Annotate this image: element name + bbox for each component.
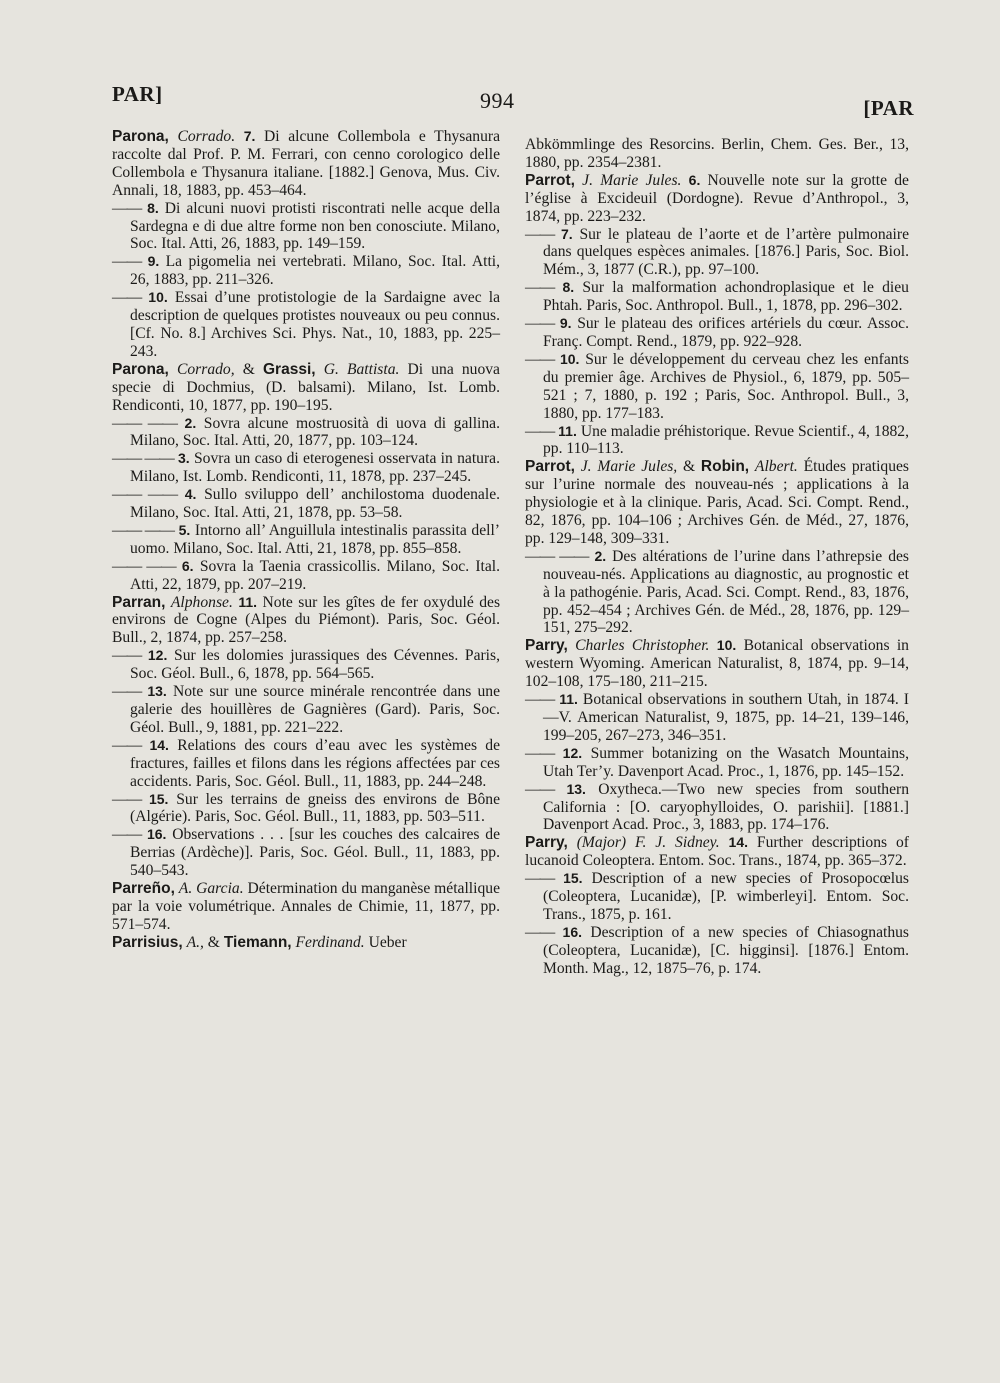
entry-text: Ueber — [368, 933, 407, 951]
bibliography-entry — [525, 781, 909, 835]
ditto-dash: —— — [525, 691, 555, 709]
entry-text: Summer botanizing on the Wasatch Mountains, Utah Ter’y. Davenport Acad. Proc., 1, 1876, pp. 145–152. — [543, 744, 909, 780]
coauthor-forename: G. Battista. — [323, 360, 400, 378]
author-name: Parry, — [525, 834, 568, 852]
bibliography-entry — [112, 880, 500, 934]
bibliography-entry — [525, 834, 909, 870]
entry-number: 6. — [688, 171, 701, 188]
ditto-dash: —— — [525, 279, 555, 297]
entry-text: Des altérations de l’urine dans l’athrepsie des nouveau-nés. Applications au diagnostic, au prognostic et à la pathogénie. Paris, Acad. Sci. Compt. Rend., 83, 1876, pp. 452–454 ; Archives Gén. de Méd., 28, 1876, pp. 129–151, 275–292. — [543, 547, 909, 637]
author-forename: Alphonse. — [170, 593, 233, 611]
entry-text: Essai d’une protistologie de la Sardaigne avec la description de quelques protistes nouveaux ou peu connus. [Cf. No. 8.] Archives Sci. Phys. Nat., 10, 1883, pp. 225–243. — [130, 289, 500, 360]
entry-text: Description of a new species of Prosopocœlus (Coleoptera, Lucanidæ), [P. wimberleyi]. Entom. Soc. Trans., 1875, p. 161. — [543, 870, 910, 923]
ditto-dash: —— —— — [112, 557, 176, 575]
bibliography-entry: Parona, Corrado, & Grassi, G. Battista. Di una nuova specie di Dochmius, (D. balsami). Milano, Ist. Lomb. Rendiconti, 10, 1877, pp. 190–195. — [112, 360, 500, 414]
ditto-dash: —— — [112, 683, 142, 701]
ditto-dash: —— — [525, 315, 555, 333]
bibliography-entry — [112, 522, 500, 558]
entry-number: 16. — [562, 923, 583, 940]
entry-number: 10. — [559, 350, 580, 367]
author-forename: Charles Christopher. — [575, 637, 710, 655]
entry-number: 9. — [147, 253, 160, 270]
entry-number: 2. — [594, 547, 607, 564]
entry-text: Botanical observations in southern Utah, in 1874. I—V. American Naturalist, 9, 1875, pp. 14–21, 139–146, 199–205, 267–273, 346–351. — [543, 691, 909, 744]
ditto-dash: —— —— — [112, 414, 177, 432]
ditto-dash: —— —— — [112, 521, 174, 539]
ditto-dash: —— —— — [112, 486, 178, 504]
entry-text: Sovra alcune mostruosità di uova di gallina. Milano, Soc. Ital. Atti, 20, 1877, pp. 103–124. — [130, 414, 500, 450]
ditto-dash: —— — [525, 870, 555, 888]
entry-number: 14. — [728, 834, 749, 851]
bibliography-entry — [525, 136, 909, 172]
entry-number: 12. — [562, 744, 583, 761]
entry-number: 5. — [178, 521, 191, 538]
bibliography-entry — [525, 226, 909, 280]
coauthor-name: Tiemann, — [223, 933, 292, 951]
entry-text: Sur le développement du cerveau chez les enfants du premier âge. Archives de Physiol., 6, 1879, pp. 505–521 ; 7, 1880, p. 192 ; Paris, Soc. Anthropol. Bull., 3, 1880, pp. 177–183. — [543, 350, 909, 422]
entry-number: 14. — [149, 736, 169, 753]
entry-number: 11. — [558, 422, 577, 439]
entry-text: Note sur une source minérale rencontrée dans une galerie des houillères de Gagnières (Gard). Paris, Soc. Géol. Bull., 9, 1881, pp. 221–222. — [130, 683, 501, 736]
coauthor-name: Grassi, — [263, 360, 316, 378]
running-head-left: PAR] — [112, 82, 163, 106]
entry-text: Études pratiques sur l’urine normale des nouveau-nés ; applications à la physiologie et à la clinique. Paris, Acad. Sci. Compt. Rend., 82, 1876, pp. 104–106 ; Archives Gén. de Méd., 27, 1876, pp. 129–148, 309–331. — [525, 458, 909, 547]
entry-number: 15. — [148, 790, 169, 807]
entry-text: Oxytheca.—Two new species from southern California : [O. caryophylloides, O. parishii]. [1881.] Davenport Acad. Proc., 3, 1883, pp. 174–176. — [543, 780, 909, 834]
entry-number: 11. — [559, 691, 578, 708]
author-forename: (Major) F. J. Sidney. — [576, 834, 720, 852]
bibliography-entry — [525, 637, 909, 691]
bibliography-entry: Parrisius, A., & Tiemann, Ferdinand. Ueber — [112, 933, 407, 951]
bibliography-entry — [525, 745, 909, 781]
author-forename: Corrado. — [177, 128, 236, 145]
author-forename: A., — [186, 933, 204, 951]
bibliography-entry — [112, 450, 500, 486]
entry-text: Une maladie préhistorique. Revue Scientif., 4, 1882, pp. 110–113. — [543, 422, 909, 458]
entry-text: Sur le plateau des orifices artériels du cœur. Assoc. Franç. Compt. Rend., 1879, pp. 922–928. — [543, 315, 909, 350]
bibliography-entry — [525, 423, 909, 459]
bibliography-entry — [112, 558, 500, 594]
ditto-dash: —— — [112, 253, 142, 271]
entry-number: 7. — [243, 128, 256, 144]
page-number: 994 — [480, 88, 515, 113]
entry-text: La pigomelia nei vertebrati. Milano, Soc. Ital. Atti, 26, 1883, pp. 211–326. — [130, 253, 501, 289]
entry-number: 13. — [566, 780, 586, 797]
author-name: Parry, — [525, 637, 568, 655]
bibliography-entry — [112, 683, 500, 737]
entry-number: 8. — [562, 279, 575, 296]
entry-number: 4. — [184, 486, 197, 503]
entry-text: Sullo sviluppo dell’ anchilostoma duodenale. Milano, Soc. Ital. Atti, 21, 1878, pp. 53–58. — [130, 486, 501, 522]
ditto-dash: —— —— — [525, 547, 589, 565]
ditto-dash: —— — [525, 744, 555, 762]
entry-text: Di alcuni nuovi protisti riscontrati nelle acque della Sardegna e di due altre forme non ben conosciute. Milano, Soc. Ital. Atti, 26, 1883, pp. 149–159. — [130, 199, 500, 253]
ditto-dash: —— — [112, 790, 142, 808]
bibliography-entry — [525, 691, 909, 745]
ditto-dash: —— — [525, 350, 555, 368]
entry-text: Botanical observations in western Wyoming. American Naturalist, 8, 1874, pp. 9–14, 102–108, 175–180, 211–215. — [525, 637, 909, 691]
ditto-dash: —— — [112, 647, 142, 665]
entry-number: 7. — [560, 225, 573, 242]
entry-number: 2. — [184, 414, 197, 431]
bibliography-entry — [112, 200, 500, 254]
entry-number: 3. — [178, 450, 190, 467]
coauthor-forename: Albert. — [754, 458, 798, 476]
bibliography-entry — [112, 486, 500, 522]
entry-number: 16. — [146, 826, 167, 843]
bibliography-entry — [112, 128, 500, 200]
author-name: Parreño, — [112, 880, 175, 898]
entry-text: Nouvelle note sur la grotte de l’église à Excideuil (Dordogne). Revue d’Anthropol., 3, 1874, pp. 223–232. — [525, 171, 909, 225]
author-name: Parrot, — [525, 458, 575, 476]
bibliography-entry — [525, 548, 909, 638]
bibliography-entry — [525, 315, 909, 351]
entry-text: Intorno all’ Anguillula intestinalis parassita dell’ uomo. Milano, Soc. Ital. Atti, 21, 1878, pp. 855–858. — [130, 521, 500, 557]
entry-text: Di una nuova specie di Dochmius, (D. balsami). Milano, Ist. Lomb. Rendiconti, 10, 1877, pp. 190–195. — [112, 360, 500, 414]
author-name: Parran, — [112, 593, 166, 611]
entry-text: Note sur les gîtes de fer oxydulé des environs de Cogne (Alpes du Piémont). Paris, Soc. Géol. Bull., 2, 1874, pp. 257–258. — [112, 593, 501, 647]
ditto-dash: —— — [112, 736, 142, 754]
left-column — [112, 128, 500, 952]
bibliography-entry — [112, 594, 500, 648]
bibliography-entry — [525, 924, 909, 978]
entry-text: Abkömmlinge des Resorcins. Berlin, Chem. Ges. Ber., 13, 1880, pp. 2354–2381. — [525, 136, 909, 171]
entry-text: Relations des cours d’eau avec les systèmes de fractures, failles et filons dans les régions affectées par ces accidents. Paris, Soc. Géol. Bull., 11, 1883, pp. 244–248. — [130, 736, 500, 790]
author-forename: Corrado, — [176, 360, 235, 378]
ditto-dash: —— — [112, 826, 142, 844]
entry-text: Détermination du manganèse métallique par la voie volumétrique. Annales de Chimie, 11, 1877, pp. 571–574. — [112, 880, 500, 933]
author-forename: J. Marie Jules, — [580, 458, 678, 476]
ditto-dash: —— — [112, 289, 142, 307]
author-forename: A. Garcia. — [178, 880, 244, 898]
entry-number: 10. — [148, 289, 168, 306]
entry-text: Further descriptions of lucanoid Coleoptera. Entom. Soc. Trans., 1874, pp. 365–372. — [525, 834, 909, 870]
ditto-dash: —— — [525, 422, 555, 440]
bibliography-entry — [525, 870, 909, 924]
bibliography-entry — [525, 351, 909, 423]
author-name: Parona, — [112, 128, 169, 145]
entry-number: 10. — [716, 637, 737, 654]
ditto-dash: —— — [525, 923, 555, 941]
ditto-dash: —— — [525, 225, 555, 243]
entry-number: 13. — [147, 683, 167, 700]
entry-number: 15. — [563, 870, 583, 887]
author-name: Parrisius, — [112, 933, 183, 951]
entry-text: Sur les dolomies jurassiques des Cévennes. Paris, Soc. Géol. Bull., 6, 1878, pp. 564–565. — [130, 647, 500, 683]
entry-text: Di alcune Collembola e Thysanura raccolte dal Prof. P. M. Ferrari, con cenno corologico delle Collembola e Thysanura italiane. [1882.] Genova, Mus. Civ. Annali, 18, 1883, pp. 453–464. — [112, 128, 500, 199]
author-name: Parona, — [112, 360, 169, 378]
entry-number: 8. — [147, 199, 159, 216]
running-head-right: [PAR — [863, 96, 914, 120]
bibliography-entry: Parrot, J. Marie Jules, & Robin, Albert. Études pratiques sur l’urine normale des nouveau-nés ; applications à la physiologie et à la clinique. Paris, Acad. Sci. Compt. Rend., 82, 1876, pp. 104–106 ; Archives Gén. de Méd., 27, 1876, pp. 129–148, 309–331. — [525, 458, 909, 547]
ditto-dash: —— — [112, 199, 142, 217]
bibliography-entry — [112, 415, 500, 451]
entry-number: 6. — [181, 557, 194, 574]
author-forename: J. Marie Jules. — [582, 171, 682, 189]
bibliography-entry — [525, 279, 909, 315]
ditto-dash: —— — [525, 780, 555, 798]
entry-text: Sovra un caso di eterogenesi osservata in natura. Milano, Ist. Lomb. Rendiconti, 11, 1878, pp. 237–245. — [130, 450, 500, 486]
entry-number: 11. — [238, 593, 258, 610]
entry-number: 9. — [559, 315, 572, 332]
coauthor-forename: Ferdinand. — [295, 933, 365, 951]
entry-text: Sur les terrains de gneiss des environs de Bône (Algérie). Paris, Soc. Géol. Bull., 11, 1883, pp. 503–511. — [130, 790, 500, 826]
entry-text: Sur le plateau de l’aorte et de l’artère pulmonaire dans quelques espèces animales. [1876.] Paris, Soc. Biol. Mém., 3, 1877 (C.R.), pp. 97–100. — [543, 225, 909, 279]
bibliography-entry — [112, 647, 500, 683]
entry-text: Description of a new species of Chiasognathus (Coleoptera, Lucanidæ), [C. higginsi]. [1876.] Entom. Month. Mag., 12, 1875–76, p. 174. — [543, 923, 909, 977]
bibliography-entry — [112, 289, 500, 361]
bibliography-entry — [112, 826, 500, 880]
entry-text: Observations . . . [sur les couches des calcaires de Berrias (Ardèche)]. Paris, Soc. Géol. Bull., 11, 1883, pp. 540–543. — [130, 826, 500, 880]
bibliography-entry — [112, 737, 500, 791]
author-name: Parrot, — [525, 171, 575, 189]
bibliography-entry — [112, 791, 500, 827]
entry-number: 12. — [147, 647, 168, 664]
bibliography-entry — [112, 253, 500, 289]
entry-text: Sur la malformation achondroplasique et le dieu Phtah. Paris, Soc. Anthropol. Bull., 1, 1878, pp. 296–302. — [543, 279, 909, 315]
coauthor-name: Robin, — [700, 458, 750, 476]
right-column — [525, 136, 909, 978]
bibliography-entry — [525, 172, 909, 226]
entry-text: Sovra la Taenia crassicollis. Milano, Soc. Ital. Atti, 22, 1879, pp. 207–219. — [130, 557, 501, 593]
ditto-dash: —— —— — [112, 450, 174, 468]
